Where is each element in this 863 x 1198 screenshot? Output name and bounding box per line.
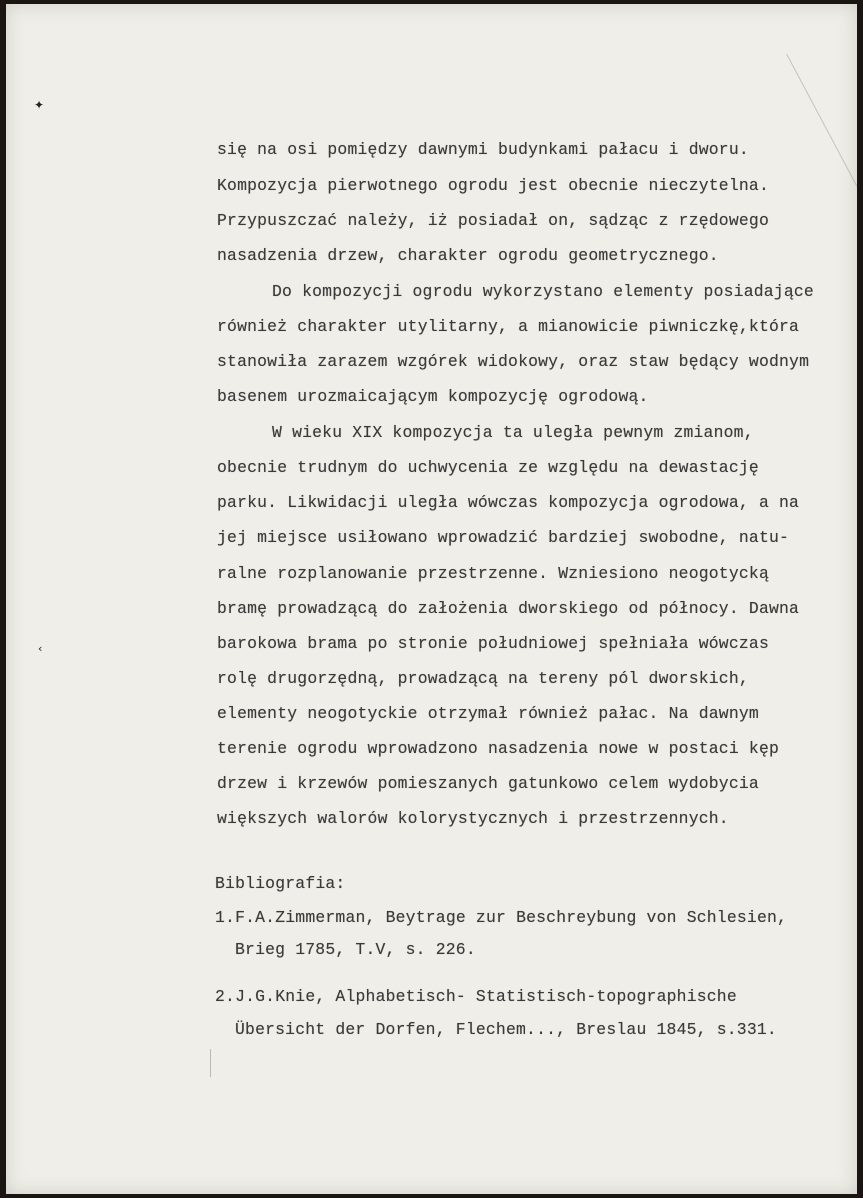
margin-mark: ✦: [34, 98, 45, 112]
bibliography-entry-continuation: Brieg 1785, T.V, s. 226.: [235, 940, 476, 959]
text-line: ralne rozplanowanie przestrzenne. Wzniesiono neogotycką: [217, 564, 769, 583]
text-line: Kompozycja pierwotnego ogrodu jest obecnie nieczytelna.: [217, 176, 769, 195]
margin-line: [210, 1049, 211, 1077]
text-line: terenie ogrodu wprowadzono nasadzenia nowe w postaci kęp: [217, 739, 780, 758]
bibliography-entry: 2.J.G.Knie, Alphabetisch- Statistisch-topographische: [215, 987, 737, 1006]
text-line: obecnie trudnym do uchwycenia ze względu na dewastację: [217, 458, 759, 477]
text-line: Do kompozycji ogrodu wykorzystano elementy posiadające: [272, 282, 814, 301]
margin-tick: ‹: [38, 642, 43, 655]
text-line: elementy neogotyckie otrzymał również pałac. Na dawnym: [217, 704, 759, 723]
text-line: stanowiła zarazem wzgórek widokowy, oraz staw będący wodnym: [217, 352, 810, 371]
text-line: barokowa brama po stronie południowej spełniała wówczas: [217, 634, 769, 653]
bibliography-entry-continuation: Übersicht der Dorfen, Flechem..., Breslau 1845, s.331.: [235, 1020, 777, 1039]
text-line: większych walorów kolorystycznych i przestrzennych.: [217, 809, 729, 828]
text-line: parku. Likwidacji uległa wówczas kompozycja ogrodowa, a na: [217, 493, 800, 512]
text-line: basenem urozmaicającym kompozycję ogrodową.: [217, 387, 649, 406]
paper-crease: [716, 54, 858, 224]
text-line: drzew i krzewów pomieszanych gatunkowo celem wydobycia: [217, 774, 759, 793]
bibliography-heading: Bibliografia:: [215, 874, 346, 893]
text-line: W wieku XIX kompozycja ta uległa pewnym zmianom,: [272, 423, 754, 442]
text-line: jej miejsce usiłowano wprowadzić bardziej swobodne, natu-: [217, 528, 790, 547]
text-line: rolę drugorzędną, prowadzącą na tereny pól dworskich,: [217, 669, 749, 688]
text-line: się na osi pomiędzy dawnymi budynkami pałacu i dworu.: [217, 140, 749, 159]
paper-sheet: [6, 4, 857, 1194]
text-line: bramę prowadzącą do założenia dworskiego od północy. Dawna: [217, 599, 800, 618]
typewritten-page: [6, 4, 857, 1194]
text-line: nasadzenia drzew, charakter ogrodu geometrycznego.: [217, 246, 719, 265]
text-line: Przypuszczać należy, iż posiadał on, sądząc z rzędowego: [217, 211, 769, 230]
bibliography-entry: 1.F.A.Zimmerman, Beytrage zur Beschreybung von Schlesien,: [215, 908, 788, 927]
text-line: również charakter utylitarny, a mianowicie piwniczkę,która: [217, 317, 800, 336]
